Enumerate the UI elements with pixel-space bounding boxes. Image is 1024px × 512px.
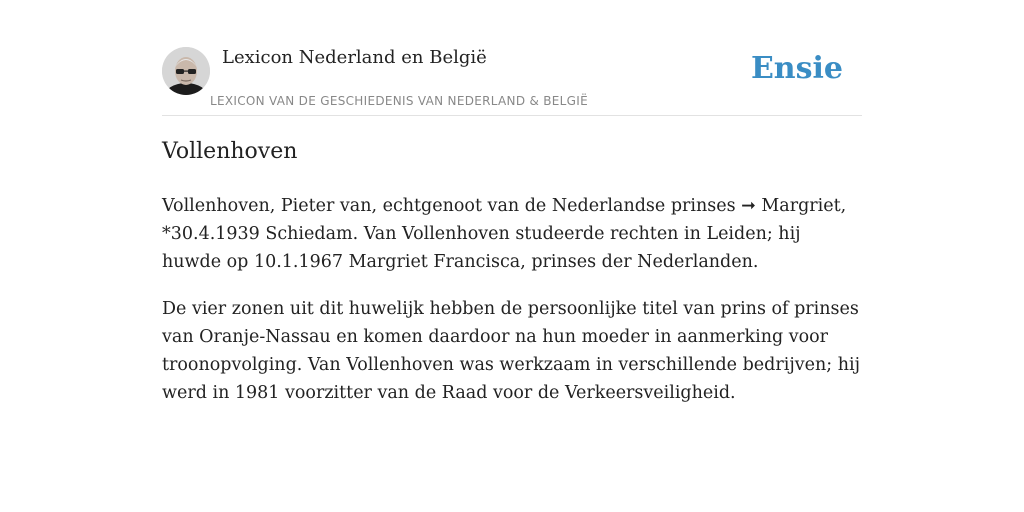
article-title: Vollenhoven — [162, 139, 298, 164]
person-avatar-icon — [162, 47, 210, 95]
header — [162, 46, 862, 116]
article-paragraph: De vier zonen uit dit huwelijk hebben de persoonlijke titel van prins of prinses van Oranje-Nassau en komen daardoor na hun moeder in aanmerking voor troonopvolging. Van Vollenhoven was werkzaam in verschillende bedrijven; hij werd in 1981 voorzitter van de Raad voor de Verkeersveiligheid. — [162, 299, 861, 403]
ensie-logo-link[interactable]: Ensie — [750, 51, 843, 86]
header-divider — [162, 115, 862, 116]
site-subtitle: LEXICON VAN DE GESCHIEDENIS VAN NEDERLAND & BELGIË — [210, 94, 588, 108]
article-paragraph: Vollenhoven, Pieter van, echtgenoot van de Nederlandse prinses ➞ Margriet, *30.4.1939 Schiedam. Van Vollenhoven studeerde rechten in Leiden; hij huwde op 10.1.1967 Margriet Francisca, prinses der Nederlanden. — [162, 196, 847, 272]
article-body — [162, 192, 862, 426]
site-name[interactable]: Lexicon Nederland en België — [222, 47, 487, 68]
author-avatar[interactable] — [162, 47, 210, 95]
